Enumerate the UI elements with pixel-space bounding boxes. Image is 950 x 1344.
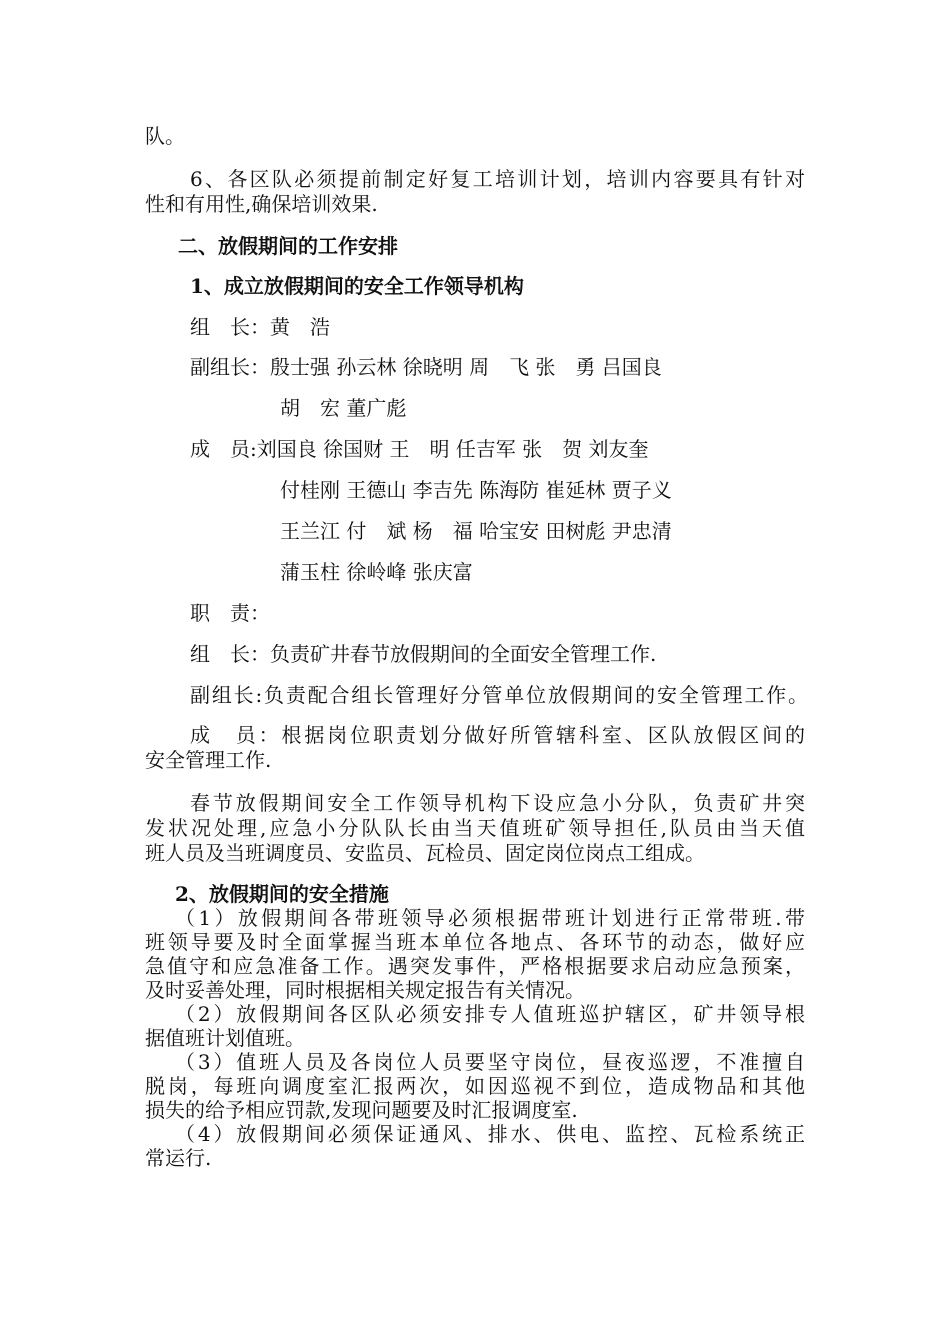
text-line: （2）放假期间各区队必须安排专人值班巡护辖区，矿井领导根 [175, 1002, 805, 1026]
text-line: 6、各区队必须提前制定好复工培训计划，培训内容要具有针对 [190, 167, 805, 191]
text-line: 副组长：殷士强 孙云林 徐晓明 周 飞 张 勇 吕国良 [190, 355, 662, 379]
text-line: 组 长：黄 浩 [190, 315, 330, 339]
text-line: 急值守和应急准备工作。遇突发事件，严格根据要求启动应急预案， [145, 954, 805, 978]
text-line: （4）放假期间必须保证通风、排水、供电、监控、瓦检系统正 [175, 1122, 805, 1146]
text-line: 损失的给予相应罚款,发现问题要及时汇报调度室. [145, 1098, 578, 1122]
text-line: 队。 [145, 124, 185, 148]
text-line: 班人员及当班调度员、安监员、瓦检员、固定岗位岗点工组成。 [145, 841, 705, 865]
text-line: 副组长:负责配合组长管理好分管单位放假期间的安全管理工作。 [190, 683, 808, 707]
text-line: 蒲玉柱 徐岭峰 张庆富 [280, 560, 473, 584]
text-line: 安全管理工作. [145, 748, 272, 772]
text-line: 班领导要及时全面掌握当班本单位各地点、各环节的动态，做好应 [145, 930, 805, 954]
text-line: （1）放假期间各带班领导必须根据带班计划进行正常带班.带 [175, 906, 805, 930]
section-heading: 二、放假期间的工作安排 [178, 234, 398, 258]
text-line: 成 员：根据岗位职责划分做好所管辖科室、区队放假区间的 [190, 723, 805, 747]
text-line: 脱岗，每班向调度室汇报两次，如因巡视不到位，造成物品和其他 [145, 1074, 805, 1098]
text-line: 王兰江 付 斌 杨 福 哈宝安 田树彪 尹忠清 [280, 519, 672, 543]
text-line: 组 长：负责矿井春节放假期间的全面安全管理工作. [190, 642, 657, 666]
subsection-heading: 2、放假期间的安全措施 [175, 882, 389, 906]
text-line: 据值班计划值班。 [145, 1026, 305, 1050]
subsection-heading: 1、成立放假期间的安全工作领导机构 [190, 274, 524, 298]
text-line: 发状况处理,应急小分队队长由当天值班矿领导担任,队员由当天值 [145, 816, 805, 840]
text-line: 职 责： [190, 601, 270, 625]
text-line: （3）值班人员及各岗位人员要坚守岗位，昼夜巡逻，不准擅自 [175, 1050, 805, 1074]
text-line: 胡 宏 董广彪 [280, 396, 407, 420]
text-line: 春节放假期间安全工作领导机构下设应急小分队，负责矿井突 [190, 791, 805, 815]
text-line: 及时妥善处理，同时根据相关规定报告有关情况。 [145, 978, 585, 1002]
text-line: 常运行. [145, 1146, 212, 1170]
text-line: 付桂刚 王德山 李吉先 陈海防 崔延林 贾子义 [280, 478, 672, 502]
text-line: 性和有用性,确保培训效果. [145, 192, 378, 216]
text-line: 成 员:刘国良 徐国财 王 明 任吉军 张 贺 刘友奎 [190, 437, 649, 461]
